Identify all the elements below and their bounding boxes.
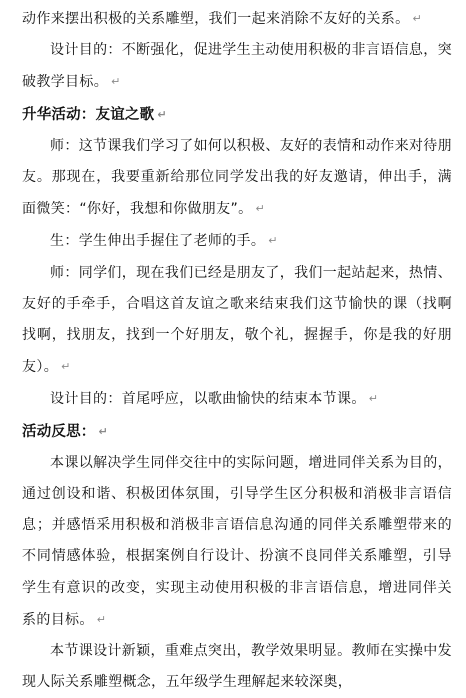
- paragraph-1-text: 动作来摆出积极的关系雕塑，我们一起来消除不友好的关系。: [22, 11, 410, 27]
- heading-activity-reflection: [22, 416, 452, 448]
- paragraph-8-text: 本节课设计新颖，重难点突出，教学效果明显。教师在实操中发现人际关系雕塑概念，五年级学生理解起来较深奥，: [22, 643, 452, 691]
- paragraph-mark-icon: ↵: [157, 107, 167, 121]
- paragraph-3: [22, 131, 452, 226]
- paragraph-mark-icon: ↵: [268, 234, 278, 248]
- paragraph-mark-icon: ↵: [255, 202, 266, 216]
- paragraph-3-text: 师：这节课我们学习了如何以积极、友好的表情和动作来对待朋友。那现在，我要重新给那位同学发出我的好友邀请，伸出手，满面微笑：“你好，我想和你做朋友”。: [22, 137, 452, 218]
- heading-sublimation-activity: [22, 99, 452, 131]
- heading-sublimation-activity-text: 升华活动：友谊之歌: [22, 106, 155, 123]
- paragraph-mark-icon: ↵: [96, 612, 107, 626]
- paragraph-2: [22, 35, 452, 98]
- paragraph-mark-icon: ↵: [412, 12, 423, 25]
- heading-activity-reflection-text: 活动反思：: [22, 423, 96, 440]
- paragraph-mark-icon: ↵: [61, 360, 71, 374]
- paragraph-6: [22, 383, 452, 415]
- paragraph-5: [22, 258, 452, 384]
- paragraph-1: [22, 3, 452, 35]
- paragraph-7-text: 本课以解决学生同伴交往中的实际问题，增进同伴关系为目的，通过创设和谐、积极团体氛围，引导学生区分积极和消极非言语信息；并感悟采用积极和消极非言语信息沟通的同伴关系雕塑带来的不同情感体验，根据案例自行设计、扮演不良同伴关系雕塑，引导学生有意识的改变，实现主动使用积极的非言语信息，增进同伴关系的目标。: [22, 454, 452, 628]
- paragraph-5-text: 师：同学们，现在我们已经是朋友了，我们一起站起来，热情、友好的手牵手，合唱这首友谊之歌来结束我们这节愉快的课（找啊找啊，找朋友，找到一个好朋友，敬个礼，握握手，你是我的好朋友）。: [22, 264, 452, 376]
- paragraph-6-text: 设计目的：首尾呼应，以歌曲愉快的结束本节课。: [50, 391, 366, 408]
- paragraph-4-text: 生：学生伸出手握住了老师的手。: [50, 233, 266, 250]
- paragraph-mark-icon: ↵: [368, 392, 379, 406]
- paragraph-7: [22, 448, 452, 636]
- paragraph-2-text: 设计目的：不断强化，促进学生主动使用积极的非言语信息，突破教学目标。: [22, 42, 452, 91]
- paragraph-8: [22, 636, 452, 698]
- paragraph-mark-icon: ↵: [98, 424, 108, 438]
- paragraph-mark-icon: ↵: [111, 75, 121, 89]
- paragraph-4: [22, 225, 452, 257]
